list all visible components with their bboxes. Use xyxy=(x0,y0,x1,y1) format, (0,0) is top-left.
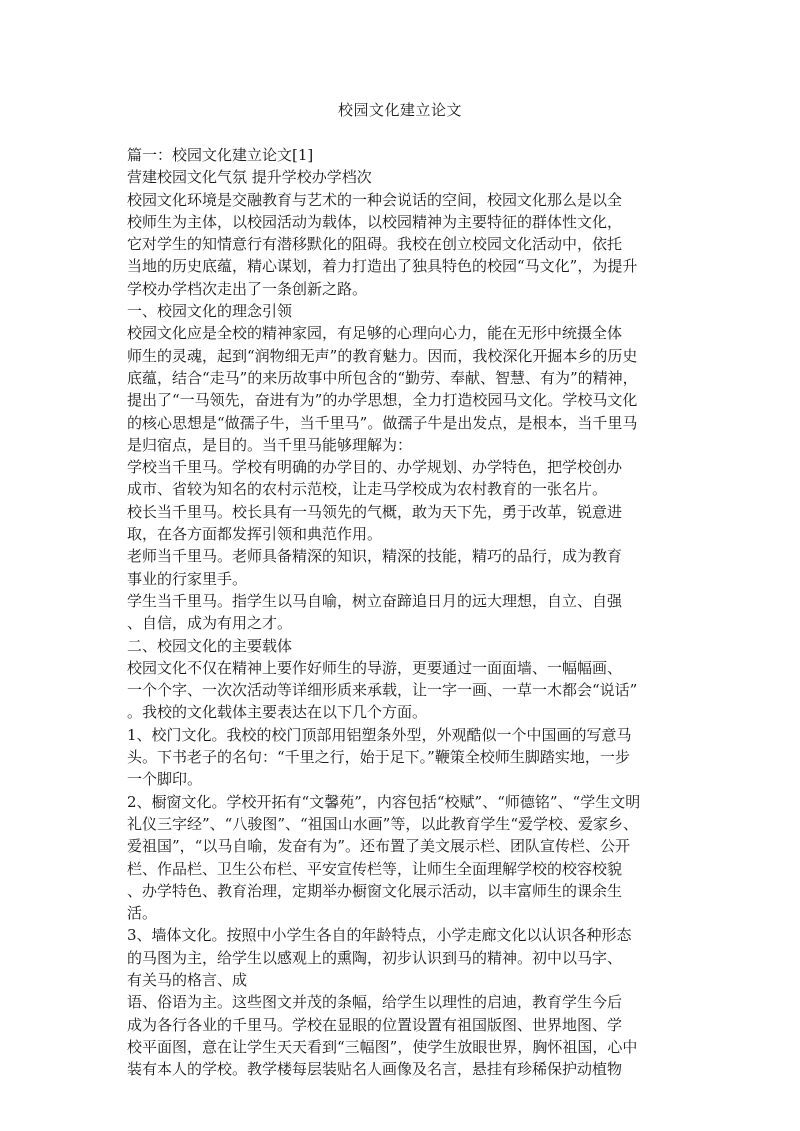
text-line: 学校当千里马。学校有明确的办学目的、办学规划、办学特色，把学校创办 xyxy=(127,458,623,477)
text-line: 事业的行家里手。 xyxy=(127,569,248,588)
text-line: 、自信，成为有用之才。 xyxy=(127,614,293,633)
text-line: 是归宿点，是目的。当千里马能够理解为： xyxy=(127,435,413,454)
text-line: 、办学特色、教育治理，定期举办橱窗文化展示活动，以丰富师生的课余生 xyxy=(127,881,623,900)
text-line: 的核心思想是“做孺子牛，当千里马”。做孺子牛是出发点，是根本，当千里马 xyxy=(127,413,638,432)
text-line: 装有本人的学校。教学楼每层装贴名人画像及名言，悬挂有珍稀保护动植物 xyxy=(127,1060,623,1079)
text-line: 校师生为主体，以校园活动为载体，以校园精神为主要特征的群体性文化， xyxy=(127,212,623,231)
text-line: 二、校园文化的主要载体 xyxy=(127,636,293,655)
text-line: 成市、省较为知名的农村示范校，让走马学校成为农村教育的一张名片。 xyxy=(127,480,608,499)
text-line: 它对学生的知情意行有潜移默化的阻碍。我校在创立校园文化活动中，依托 xyxy=(127,235,623,254)
text-line: 校园文化环境是交融教育与艺术的一种会说话的空间，校园文化那么是以全 xyxy=(127,190,623,209)
text-line: 活。 xyxy=(127,904,158,923)
text-line: 师生的灵魂，起到“润物细无声”的教育魅力。因而，我校深化开掘本乡的历史 xyxy=(127,346,638,365)
text-line: 。我校的文化载体主要表达在以下几个方面。 xyxy=(127,703,428,722)
text-line: 老师当千里马。老师具备精深的知识，精深的技能，精巧的品行，成为教育 xyxy=(127,547,623,566)
body-text xyxy=(127,144,687,1080)
text-line: 学生当千里马。指学生以马自喻，树立奋蹄追日月的远大理想，自立、自强 xyxy=(127,591,623,610)
text-line: 3、墙体文化。按照中小学生各自的年龄特点，小学走廊文化以认识各种形态 xyxy=(127,926,632,945)
text-line: 学校办学档次走出了一条创新之路。 xyxy=(127,279,368,298)
text-line: 一个脚印。 xyxy=(127,770,203,789)
text-line: 提出了“一马领先，奋进有为”的办学思想，全力打造校园马文化。学校马文化 xyxy=(127,391,638,410)
text-line: 1、校门文化。我校的校门顶部用铝塑条外型，外观酷似一个中国画的写意马 xyxy=(127,725,632,744)
text-line: 篇一：校园文化建立论文[1] xyxy=(127,146,314,164)
text-line: 一个个字、一次次活动等详细形质来承载，让一字一画、一草一木都会“说话” xyxy=(127,681,638,700)
text-line: 校平面图，意在让学生天天看到“三幅图”，使学生放眼世界，胸怀祖国，心中 xyxy=(127,1037,638,1056)
text-line: 有关马的格言、成 xyxy=(127,970,248,989)
text-line: 校园文化应是全校的精神家园，有足够的心理向心力，能在无形中统摄全体 xyxy=(127,324,623,343)
text-line: 取，在各方面都发挥引领和典范作用。 xyxy=(127,525,383,544)
text-line: 语、俗语为主。这些图文并茂的条幅，给学生以理性的启迪，教育学生今后 xyxy=(127,993,623,1012)
text-line: 爱祖国”，“以马自喻，发奋有为”。还布置了美文展示栏、团队宣传栏、公开 xyxy=(127,837,631,856)
text-line: 礼仪三字经”、“八骏图”、“祖国山水画”等，以此教育学生“爱学校、爱家乡、 xyxy=(127,814,639,833)
text-line: 头。下书老子的名句：“千里之行，始于足下。”鞭策全校师生脚踏实地，一步 xyxy=(127,748,630,767)
text-line: 成为各行各业的千里马。学校在显眼的位置设置有祖国版图、世界地图、学 xyxy=(127,1015,623,1034)
text-line: 校园文化不仅在精神上要作好师生的导游，更要通过一面面墙、一幅幅画、 xyxy=(127,658,623,677)
text-line: 校长当千里马。校长具有一马领先的气概，敢为天下先，勇于改革，锐意进 xyxy=(127,502,623,521)
text-line: 当地的历史底蕴，精心谋划，着力打造出了独具特色的校园“马文化”，为提升 xyxy=(127,257,638,276)
text-line: 一、校园文化的理念引领 xyxy=(127,302,293,321)
text-line: 营建校园文化气氛 提升学校办学档次 xyxy=(127,168,372,187)
page-title: 校园文化建立论文 xyxy=(337,101,462,119)
text-line: 2、橱窗文化。学校开拓有“文馨苑”，内容包括“校赋”、“师德铭”、“学生文明 xyxy=(127,792,641,811)
text-line: 栏、作品栏、卫生公布栏、平安宣传栏等，让师生全面理解学校的校容校貌 xyxy=(127,859,623,878)
text-line: 的马图为主，给学生以感观上的熏陶，初步认识到马的精神。初中以马字、 xyxy=(127,948,623,967)
text-line: 底蕴，结合“走马”的来历故事中所包含的“勤劳、奉献、智慧、有为”的精神， xyxy=(127,368,638,387)
